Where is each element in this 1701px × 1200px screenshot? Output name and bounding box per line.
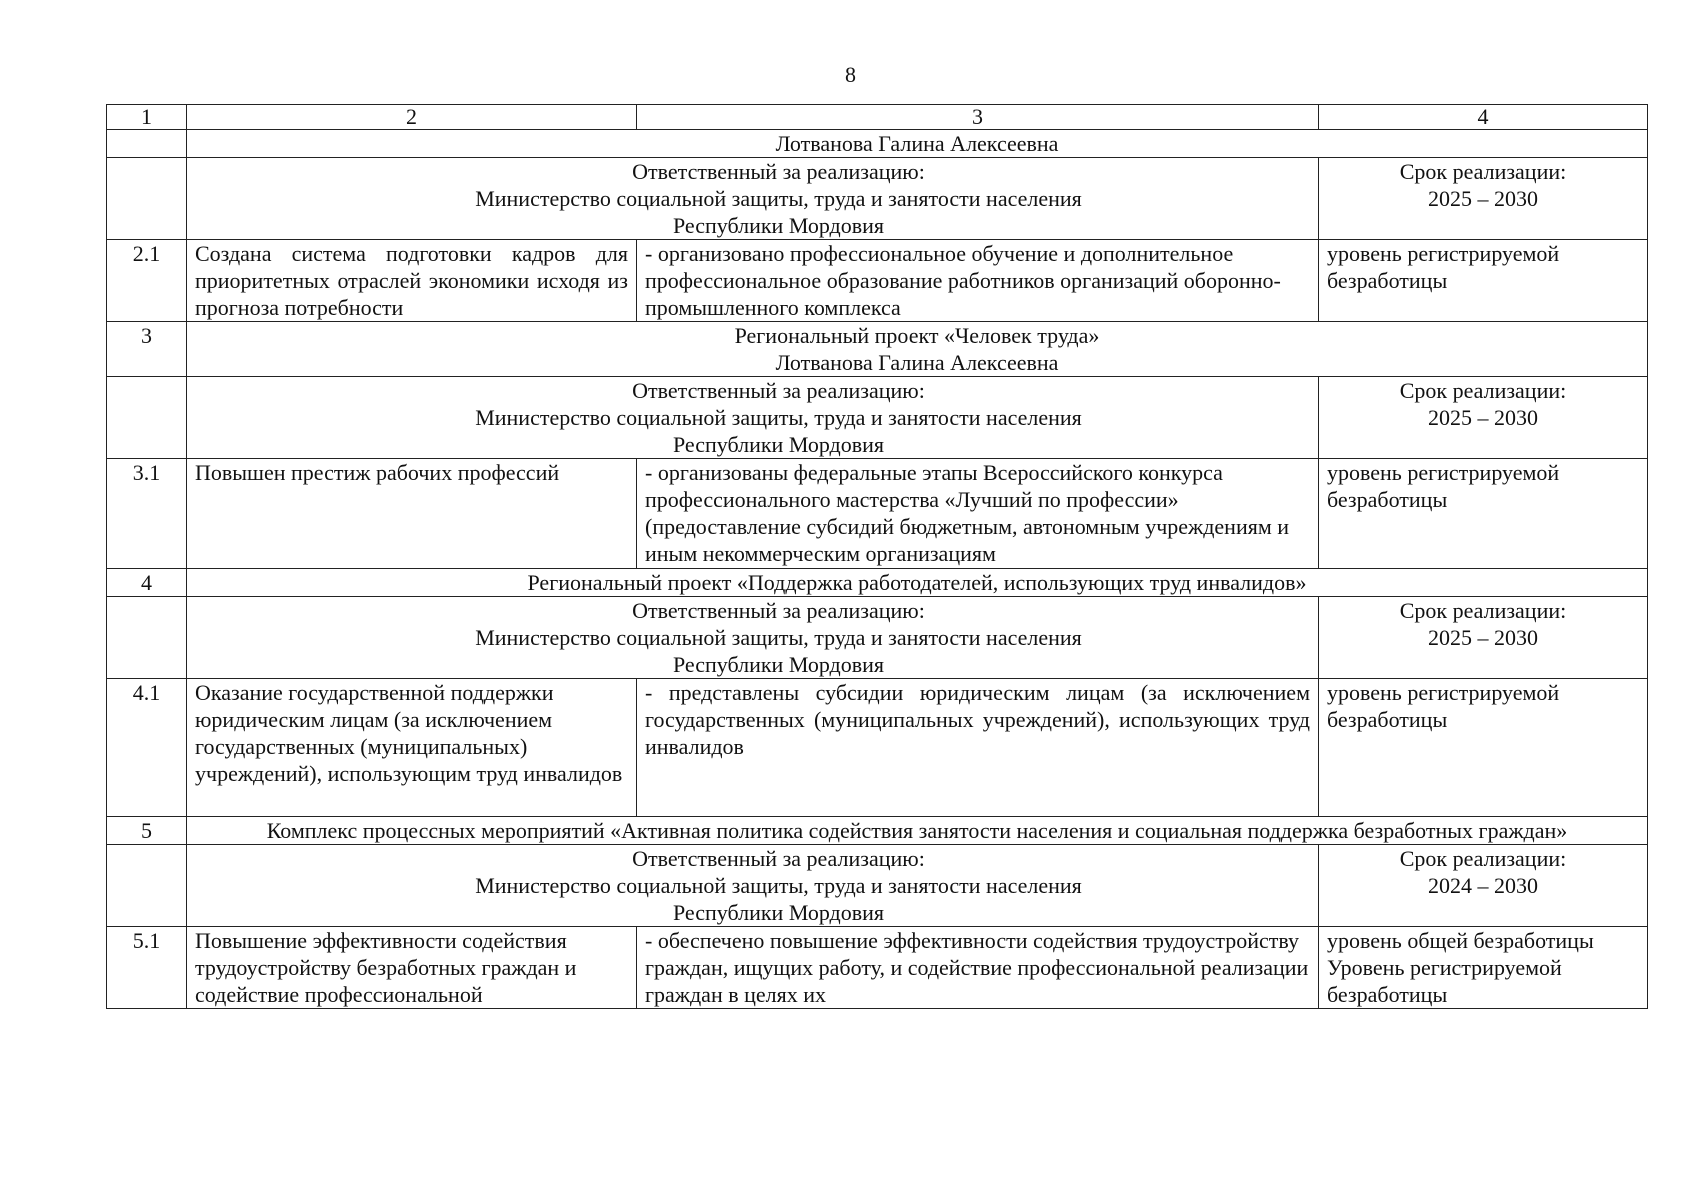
section-title: Комплекс процессных мероприятий «Активная политика содействия занятости населения и социальная поддержка безработных граждан» [187, 817, 1648, 845]
ministry-line-2: Республики Мордовия [672, 213, 885, 238]
responsible-cell [187, 597, 1319, 679]
responsible-row-5 [107, 845, 1648, 927]
column-header-row [107, 105, 1648, 130]
result-cell: - организовано профессиональное обучение и дополнительное профессиональное образование работников организаций оборонно-промышленного комплекса [637, 240, 1319, 322]
result-cell: - обеспечено повышение эффективности содействия трудоустройству граждан, ищущих работу, и содействие профессиональной реализации граждан в целях их [637, 927, 1319, 1009]
section-row-4 [107, 569, 1648, 597]
term-cell [1319, 845, 1648, 927]
section-row-3 [107, 322, 1648, 377]
leader-name: Лотванова Галина Алексеевна [187, 130, 1648, 158]
section-title: Региональный проект «Человек труда» [734, 323, 1100, 348]
responsible-cell [187, 845, 1319, 927]
row-number: 4.1 [107, 679, 187, 817]
term-value: 2025 – 2030 [1428, 186, 1538, 211]
column-header-2: 2 [187, 105, 637, 130]
ministry-line-1: Министерство социальной защиты, труда и занятости населения [475, 186, 1082, 211]
section-row-5 [107, 817, 1648, 845]
responsible-cell [187, 158, 1319, 240]
responsible-cell [187, 377, 1319, 459]
task-cell: Создана система подготовки кадров для приоритетных отраслей экономики исходя из прогноза потребности [187, 240, 637, 322]
section-title: Региональный проект «Поддержка работодателей, использующих труд инвалидов» [187, 569, 1648, 597]
row-number: 5.1 [107, 927, 187, 1009]
term-label: Срок реализации: [1399, 846, 1567, 871]
term-label: Срок реализации: [1399, 159, 1567, 184]
ministry-line-1: Министерство социальной защиты, труда и занятости населения [475, 405, 1082, 430]
ministry-line-1: Министерство социальной защиты, труда и занятости населения [475, 873, 1082, 898]
table-row-3-1 [107, 459, 1648, 569]
ministry-line-2: Республики Мордовия [672, 900, 885, 925]
indicator-cell [1319, 927, 1648, 1009]
indicator-line-1: уровень общей безработицы [1327, 928, 1594, 953]
section-number: 5 [107, 817, 187, 845]
result-cell: - организованы федеральные этапы Всероссийского конкурса профессионального мастерства «Лучший по профессии» (предоставление субсидий бюджетным, автономным учреждениям и иным некоммерческим организациям [637, 459, 1319, 569]
section-number: 3 [107, 322, 187, 377]
row-number: 2.1 [107, 240, 187, 322]
indicator-line-2: Уровень регистрируемой безработицы [1327, 955, 1562, 1007]
row-number: 3.1 [107, 459, 187, 569]
responsible-row-4 [107, 597, 1648, 679]
responsible-label: Ответственный за реализацию: [632, 159, 925, 184]
responsible-label: Ответственный за реализацию: [632, 378, 925, 403]
ministry-line-1: Министерство социальной защиты, труда и занятости населения [475, 625, 1082, 650]
term-value: 2025 – 2030 [1428, 405, 1538, 430]
indicator-cell: уровень регистрируемой безработицы [1319, 459, 1648, 569]
column-header-4: 4 [1319, 105, 1648, 130]
section-number: 4 [107, 569, 187, 597]
table-row-2-1 [107, 240, 1648, 322]
table-row-5-1 [107, 927, 1648, 1009]
leader-row [107, 130, 1648, 158]
responsible-row-3 [107, 377, 1648, 459]
indicator-cell: уровень регистрируемой безработицы [1319, 240, 1648, 322]
indicator-cell: уровень регистрируемой безработицы [1319, 679, 1648, 817]
responsible-label: Ответственный за реализацию: [632, 598, 925, 623]
task-cell: Повышен престиж рабочих профессий [187, 459, 637, 569]
column-header-1: 1 [107, 105, 187, 130]
plan-table [106, 104, 1648, 1009]
section-leader: Лотванова Галина Алексеевна [775, 350, 1059, 375]
table-row-4-1 [107, 679, 1648, 817]
term-label: Срок реализации: [1399, 598, 1567, 623]
section-title-cell [187, 322, 1648, 377]
term-cell [1319, 377, 1648, 459]
task-cell: Оказание государственной поддержки юридическим лицам (за исключением государственных (муниципальных) учреждений), использующим труд инвалидов [187, 679, 637, 817]
result-cell: - представлены субсидии юридическим лицам (за исключением государственных (муниципальных учреждений), использующих труд инвалидов [637, 679, 1319, 817]
term-cell [1319, 597, 1648, 679]
responsible-label: Ответственный за реализацию: [632, 846, 925, 871]
task-cell: Повышение эффективности содействия трудоустройству безработных граждан и содействие профессиональной [187, 927, 637, 1009]
term-label: Срок реализации: [1399, 378, 1567, 403]
page-number: 8 [845, 62, 856, 87]
column-header-3: 3 [637, 105, 1319, 130]
term-value: 2025 – 2030 [1428, 625, 1538, 650]
ministry-line-2: Республики Мордовия [672, 652, 885, 677]
ministry-line-2: Республики Мордовия [672, 432, 885, 457]
responsible-row-2 [107, 158, 1648, 240]
term-value: 2024 – 2030 [1428, 873, 1538, 898]
term-cell [1319, 158, 1648, 240]
